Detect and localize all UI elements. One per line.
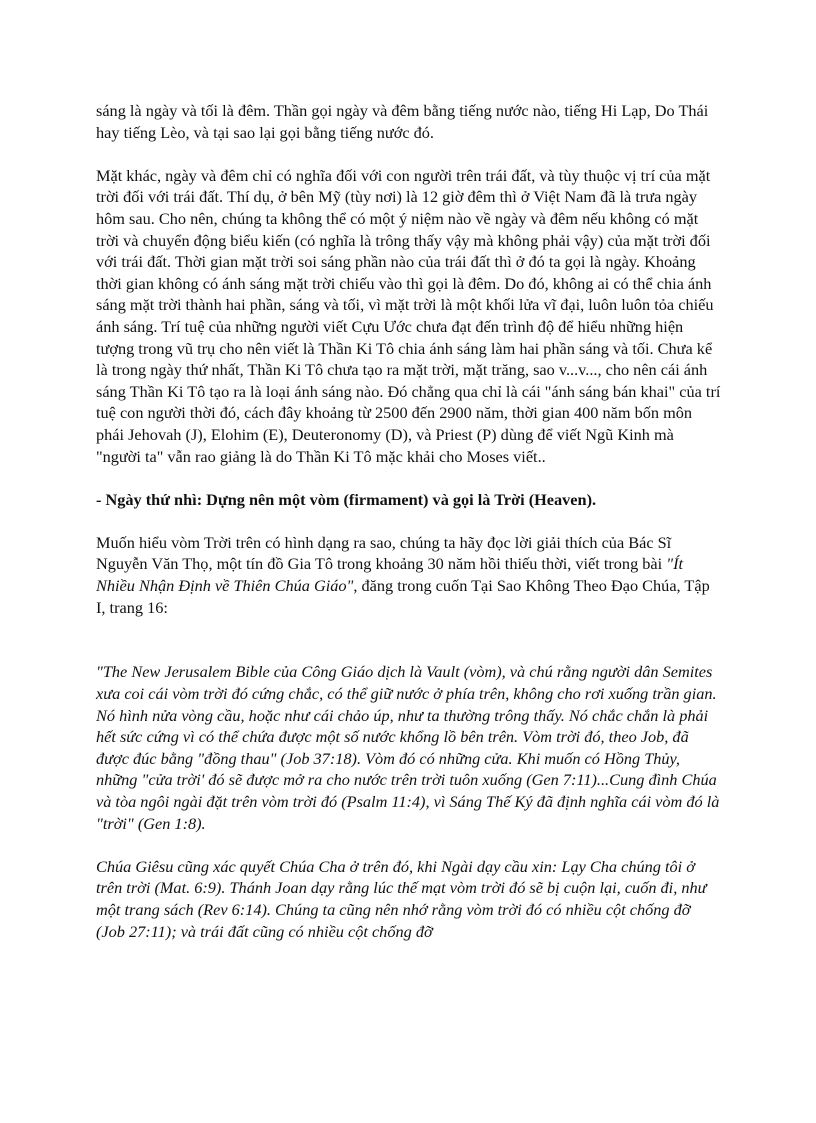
paragraph-2: Mặt khác, ngày và đêm chỉ có nghĩa đối với con người trên trái đất, và tùy thuộc vị trí của mặt trời đối với trái đất. Thí dụ, ở bên Mỹ (tùy nơi) là 12 giờ đêm thì ở Việt Nam đã là trưa ngày hôm sau. Cho nên, chúng ta không thể có một ý niệm nào về ngày và đêm nếu không có mặt trời và chuyển động biểu kiến (có nghĩa là trông thấy vậy mà không phải vậy) của mặt trời đối với trái đất. Thời gian mặt trời soi sáng phần nào của trái đất thì ở đó ta gọi là ngày. Khoảng thời gian không có ánh sáng mặt trời chiếu vào thì gọi là đêm. Do đó, không ai có thể chia ánh sáng mặt trời thành hai phần, sáng và tối, vì mặt trời là một khối lửa vĩ đại, luôn luôn tỏa chiếu ánh sáng. Trí tuệ của những người viết Cựu Ước chưa đạt đến trình độ để hiểu những hiện tượng trong vũ trụ cho nên viết là Thần Ki Tô chia ánh sáng làm hai phần sáng và tối. Chưa kể là trong ngày thứ nhất, Thần Ki Tô chưa tạo ra mặt trời, mặt trăng, sao v...v..., cho nên cái ánh sáng Thần Ki Tô tạo ra là loại ánh sáng nào. Đó chẳng qua chỉ là cái "ánh sáng bán khai" của trí tuệ con người thời đó, cách đây khoảng từ 2500 đến 2900 năm, thời gian 400 năm bốn môn phái Jehovah (J), Elohim (E), Deuteronomy (D), và Priest (P) dùng để viết Ngũ Kinh mà "người ta" vẫn rao giảng là do Thần Ki Tô mặc khải cho Moses viết.. (96, 165, 721, 466)
document-page (96, 100, 722, 964)
article-title: "Ít Nhiều Nhận Định về Thiên Chúa Giáo" (96, 554, 684, 596)
intro-text-after: , đăng trong cuốn Tại Sao Không Theo Đạo Chúa, Tập I, trang 16: (96, 576, 710, 617)
quote-paragraph-1: "The New Jerusalem Bible của Công Giáo dịch là Vault (vòm), và chú rằng người dân Semites xưa coi cái vòm trời đó cứng chắc, có thể giữ nước ở phía trên, không cho rơi xuống trần gian. Nó hình nửa vòng cầu, hoặc như cái chảo úp, như ta thường trông thấy. Nó chắc chắn là phải hết sức cứng vì có thể chứa được một số nước khổng lồ bên trên. Vòm trời đó, theo Job, đã được đúc bằng "đồng thau" (Job 37:18). Vòm đó có những cửa. Khi muốn có Hồng Thủy, những "cửa trời' đó sẽ được mở ra cho nước trên trời tuôn xuống (Gen 7:11)...Cung đình Chúa và tòa ngôi ngài đặt trên vòm trời đó (Psalm 11:4), vì Sáng Thế Ký đã định nghĩa cái vòm đó là "trời" (Gen 1:8). (96, 662, 720, 833)
section-heading: - Ngày thứ nhì: Dựng nên một vòm (firmament) và gọi là Trời (Heaven). (96, 489, 597, 509)
spacer (96, 640, 722, 662)
paragraph-1: sáng là ngày và tối là đêm. Thần gọi ngày và đêm bằng tiếng nước nào, tiếng Hi Lạp, Do Thái hay tiếng Lèo, và tại sao lại gọi bằng tiếng nước đó. (96, 101, 709, 142)
intro-paragraph (96, 532, 722, 618)
intro-text-before: Muốn hiểu vòm Trời trên có hình dạng ra sao, chúng ta hãy đọc lời giải thích của Bác Sĩ Nguyễn Văn Thọ, một tín đồ Gia Tô trong khoảng 30 năm hồi thiếu thời, viết trong bài (96, 532, 672, 574)
quote-paragraph-2: Chúa Giêsu cũng xác quyết Chúa Cha ở trên đó, khi Ngài dạy cầu xin: Lạy Cha chúng tôi ở trên trời (Mat. 6:9). Thánh Joan dạy rằng lúc thế mạt vòm trời đó sẽ bị cuộn lại, cuốn đi, như một trang sách (Rev 6:14). Chúng ta cũng nên nhớ rằng vòm trời đó có nhiều cột chống đỡ (Job 27:11); và trái đất cũng có nhiều cột chống đỡ (96, 856, 707, 941)
